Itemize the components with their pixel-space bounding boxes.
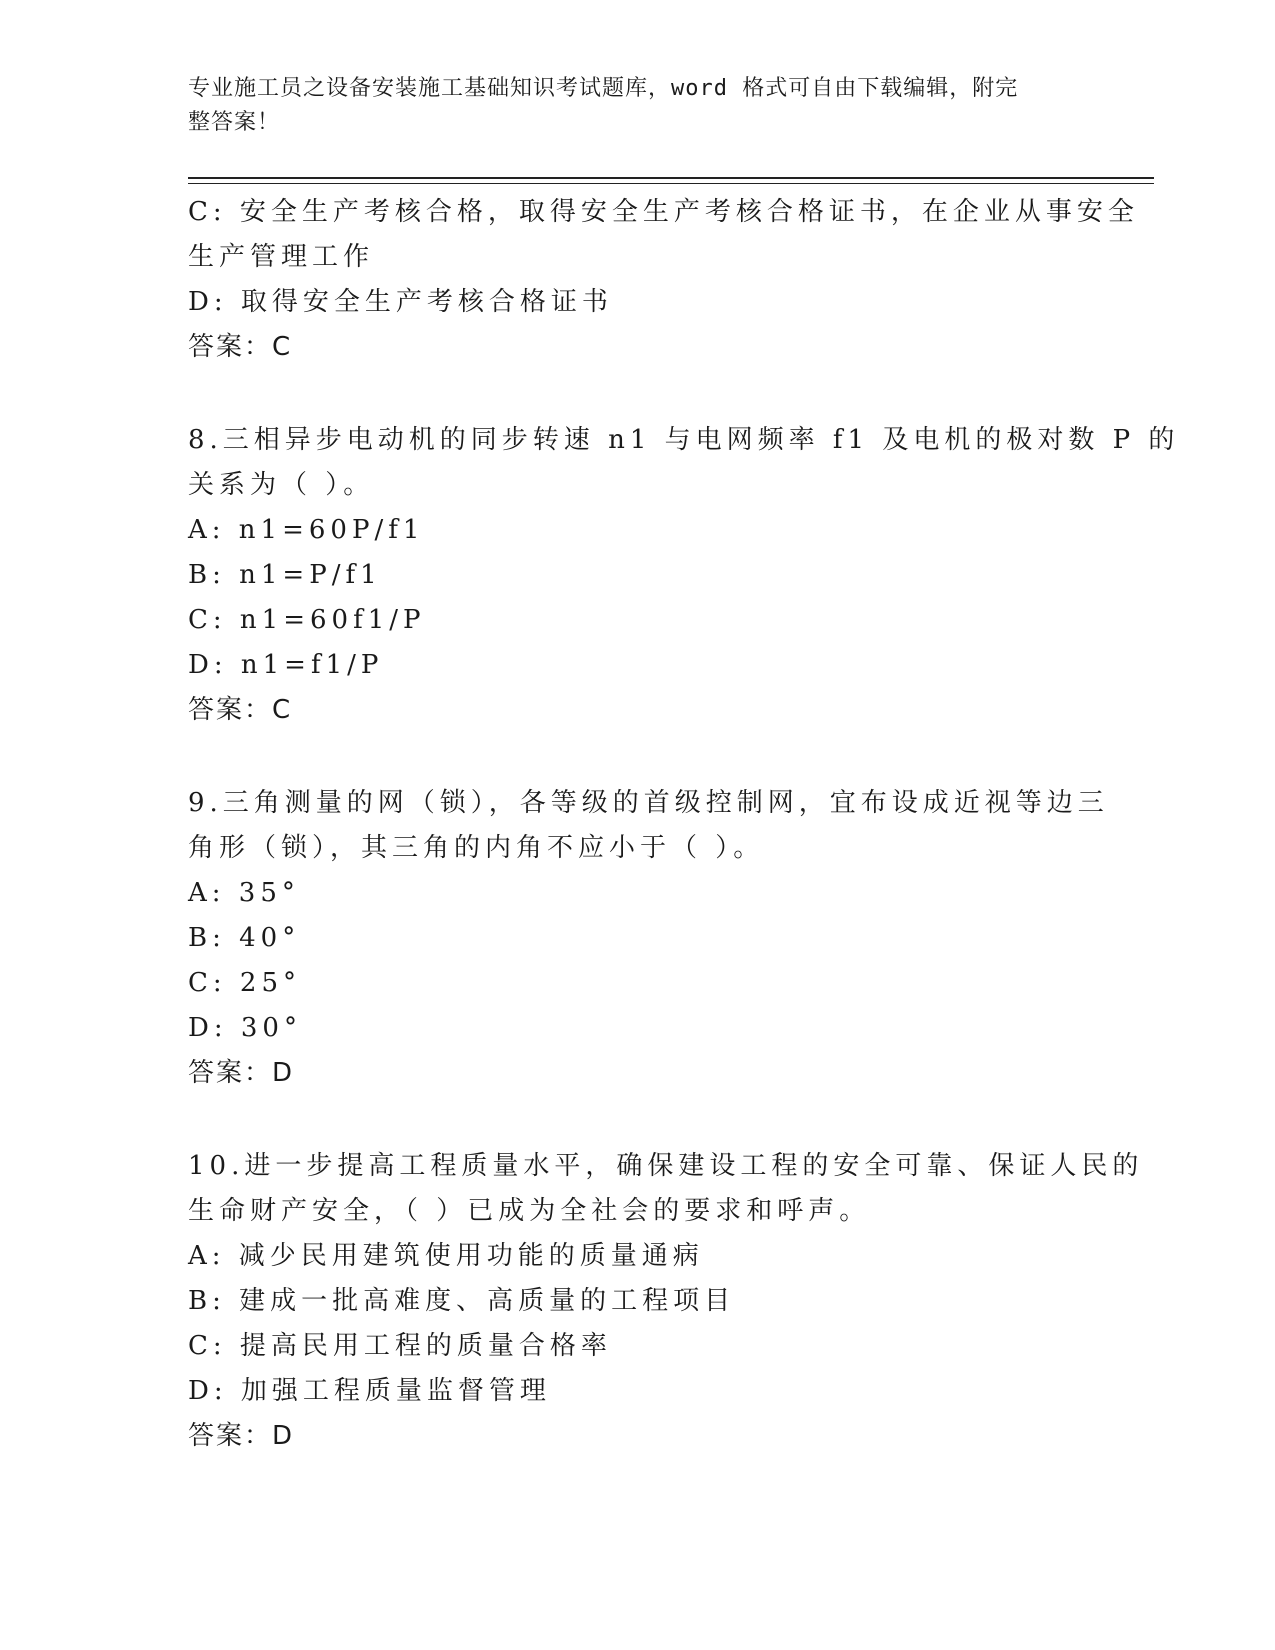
option-a: A: 35° [188, 878, 300, 908]
option-a: A: n1=60P/f1 [188, 515, 425, 545]
question-stem-line-1: 10.进一步提高工程质量水平，确保建设工程的安全可靠、保证人民的 [188, 1151, 1144, 1181]
spacer [188, 370, 1088, 418]
option-c-line-2: 生产管理工作 [188, 242, 375, 272]
option-c: C: 25° [188, 968, 302, 998]
option-d: D: n1=f1/P [188, 650, 384, 680]
question-8 [188, 418, 1180, 733]
header-line-1: 专业施工员之设备安装施工基础知识考试题库，word 格式可自由下载编辑，附完 [188, 76, 1019, 101]
option-b: B: n1=P/f1 [188, 560, 382, 590]
answer: 答案：C [188, 332, 293, 362]
option-b: B: 40° [188, 923, 301, 953]
option-d: D: 加强工程质量监督管理 [188, 1376, 551, 1406]
header-rule-thin [188, 183, 1154, 184]
question-stem-line-1: 8.三相异步电动机的同步转速 n1 与电网频率 f1 及电机的极对数 P 的 [188, 425, 1180, 455]
option-b: B: 建成一批高难度、高质量的工程项目 [188, 1286, 736, 1316]
question-7-tail [188, 190, 1139, 370]
answer: 答案：D [188, 1421, 295, 1451]
question-stem-line-2: 角形（锁），其三角的内角不应小于（ ）。 [188, 833, 765, 863]
question-stem-line-2: 关系为（ ）。 [188, 470, 375, 500]
question-10 [188, 1144, 1144, 1459]
question-list [188, 190, 1180, 1459]
question-stem-line-2: 生命财产安全，（ ）已成为全社会的要求和呼声。 [188, 1196, 871, 1226]
question-9 [188, 781, 1109, 1096]
answer: 答案：D [188, 1058, 295, 1088]
spacer [188, 1096, 1088, 1144]
option-d: D: 30° [188, 1013, 302, 1043]
option-a: A: 减少民用建筑使用功能的质量通病 [188, 1241, 704, 1271]
answer: 答案：C [188, 695, 293, 725]
option-d: D: 取得安全生产考核合格证书 [188, 287, 613, 317]
document-header [188, 72, 1068, 140]
option-c: C: 提高民用工程的质量合格率 [188, 1331, 612, 1361]
header-line-2: 整答案！ [188, 110, 281, 135]
spacer [188, 733, 1088, 781]
option-c: C: n1=60f1/P [188, 605, 426, 635]
header-rule-thick [188, 177, 1154, 179]
option-c-line-1: C: 安全生产考核合格，取得安全生产考核合格证书，在企业从事安全 [188, 197, 1139, 227]
question-stem-line-1: 9.三角测量的网（锁），各等级的首级控制网，宜布设成近视等边三 [188, 788, 1109, 818]
